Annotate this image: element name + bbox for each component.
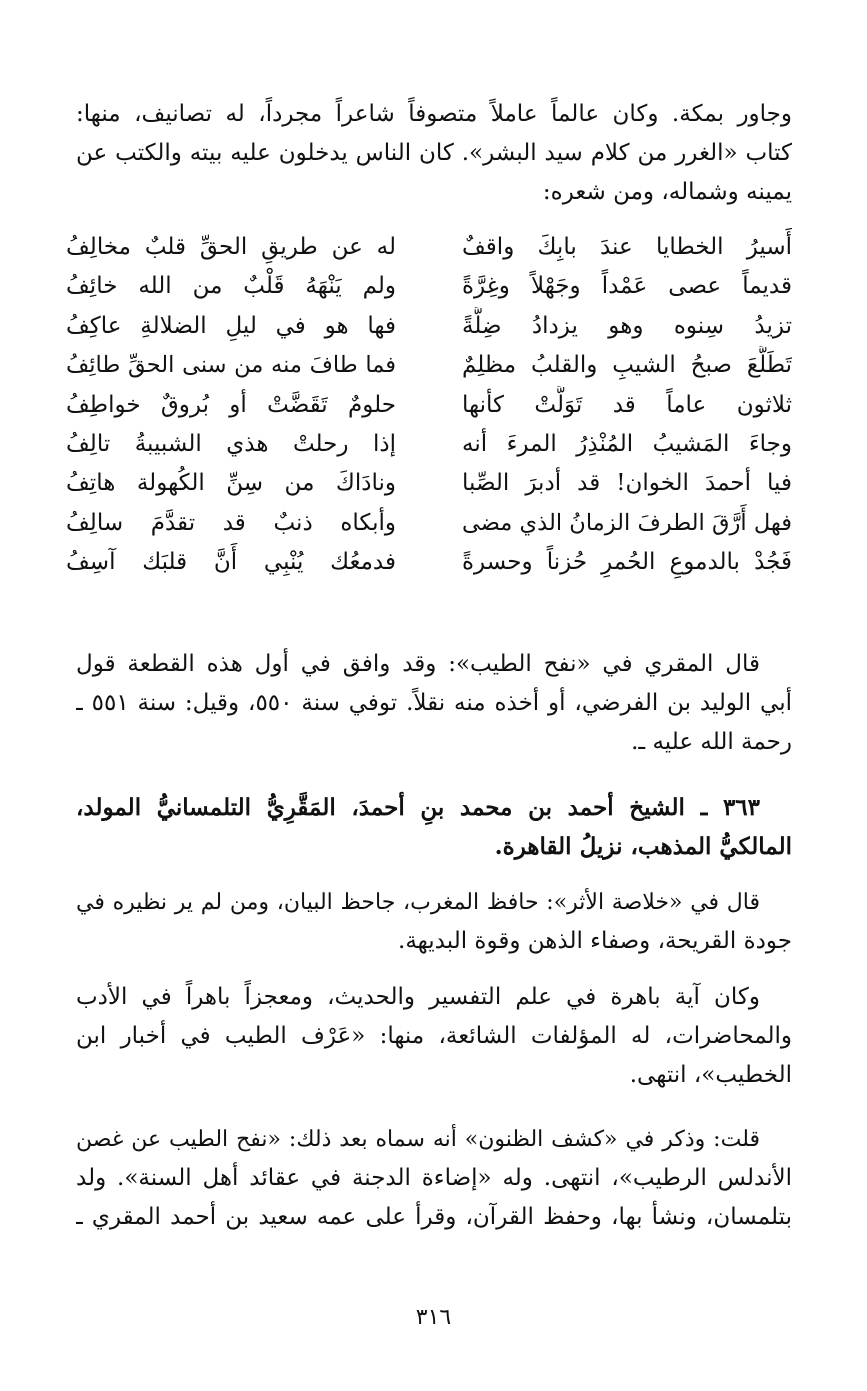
poem-verse [66, 425, 792, 464]
verse-first-hemistich: أَسيرُ الخطايا عندَ بابِكَ واقفٌ [462, 234, 792, 260]
text-line: قال المقري في «نفح الطيب»: وقد وافق في أول هذه القطعة قول [76, 651, 760, 677]
verse-first-hemistich: فَجُدْ بالدموعِ الحُمرِ حُزناً وحسرةً [462, 549, 792, 576]
verse-second-hemistich: ولم يَنْهَهُ قَلْبٌ من الله خائِفُ [66, 273, 396, 300]
text-line: قلت: وذكر في «كشف الظنون» أنه سماه بعد ذلك: «نفح الطيب عن غصن [76, 1127, 760, 1152]
text-line: وكان آية باهرة في علم التفسير والحديث، ومعجزاً باهراً في الأدب [76, 984, 760, 1010]
text-line: الخطيب»، انتهى. [629, 1062, 792, 1088]
verse-second-hemistich: فها هو في ليلِ الضلالةِ عاكِفُ [66, 312, 396, 339]
verse-second-hemistich: فدمعُك يُنْبِي أَنَّ قلبَك آسِفُ [66, 549, 396, 576]
verse-first-hemistich: وجاءَ المَشيبُ المُنْذِرُ المرءَ أنه [462, 430, 792, 457]
poem-verse [66, 543, 792, 582]
text-line: كتاب «الغرر من كلام سيد البشر». كان الناس يدخلون عليه بيته والكتب عن [76, 140, 792, 166]
verse-first-hemistich: تَطَلَّعَ صبحُ الشيبِ والقلبُ مظلِمٌ [462, 352, 792, 379]
verse-second-hemistich: وأبكاه ذنبٌ قد تقدَّمَ سالِفُ [66, 509, 396, 536]
text-line: جودة القريحة، وصفاء الذهن وقوة البديهة. [398, 928, 792, 954]
poem-verse [66, 228, 792, 267]
verse-first-hemistich: فهل أَرَّقَ الطرفَ الزمانُ الذي مضى [462, 509, 792, 536]
after-poem-paragraph [76, 645, 792, 762]
text-line: وجاور بمكة. وكان عالماً عاملاً متصوفاً شاعراً مجرداً، له تصانيف، منها: [76, 101, 792, 127]
entry-heading [76, 788, 792, 866]
poem-verse [66, 504, 792, 543]
intro-paragraph [76, 95, 792, 212]
poem-verse [66, 346, 792, 385]
verse-second-hemistich: له عن طريقِ الحقِّ قلبٌ مخالِفُ [66, 234, 396, 260]
text-line: قال في «خلاصة الأثر»: حافظ المغرب، جاحظ البيان، ومن لم ير نظيره في [76, 890, 760, 915]
paragraph [76, 1120, 792, 1237]
text-line: بتلمسان، ونشأ بها، وحفظ القرآن، وقرأ على عمه سعيد بن أحمد المقري ـ [76, 1204, 792, 1230]
text-line: الأندلس الرطيب»، انتهى. وله «إضاءة الدجنة في عقائد أهل السنة». ولد [76, 1165, 792, 1191]
verse-first-hemistich: تزيدُ سِنوه وهو يزدادُ ضِلَّةً [462, 312, 792, 339]
page-number: ٣١٦ [415, 1305, 452, 1330]
text-line: المالكيُّ المذهب، نزيلُ القاهرة. [494, 833, 792, 860]
verse-first-hemistich: ثلاثون عاماً قد تَوَلَّتْ كأنها [462, 391, 792, 418]
verse-second-hemistich: ونادَاكَ من سِنِّ الكُهولة هاتِفُ [66, 470, 396, 497]
text-line: والمحاضرات، له المؤلفات الشائعة، منها: «عَرْف الطيب في أخبار ابن [76, 1023, 792, 1049]
poem-verse [66, 386, 792, 425]
paragraph [76, 978, 792, 1095]
verse-second-hemistich: فما طافَ منه من سنى الحقِّ طائِفُ [66, 352, 396, 379]
text-line: ٣٦٣ ـ الشيخ أحمد بن محمد بنِ أحمدَ، المَقَّرِيُّ التلمسانيُّ المولد، [76, 794, 760, 821]
verse-first-hemistich: قديماً عصى عَمْداً وجَهْلاً وغِرَّةً [462, 273, 792, 300]
verse-first-hemistich: فيا أحمدَ الخوان! قد أدبرَ الصِّبا [462, 470, 792, 497]
text-line: رحمة الله عليه ـ. [631, 729, 792, 755]
poem [66, 228, 792, 583]
poem-verse [66, 267, 792, 306]
paragraph [76, 883, 792, 961]
poem-verse [66, 464, 792, 503]
text-line: يمينه وشماله، ومن شعره: [542, 179, 792, 205]
verse-second-hemistich: حلومٌ تَقَضَّتْ أو بُروقٌ خواطِفُ [66, 391, 396, 418]
poem-verse [66, 307, 792, 346]
text-line: أبي الوليد بن الفرضي، أو أخذه منه نقلاً. توفي سنة ٥٥٠، وقيل: سنة ٥٥١ ـ [76, 690, 792, 716]
verse-second-hemistich: إذا رحلتْ هذي الشبيبةُ تالِفُ [66, 430, 396, 457]
